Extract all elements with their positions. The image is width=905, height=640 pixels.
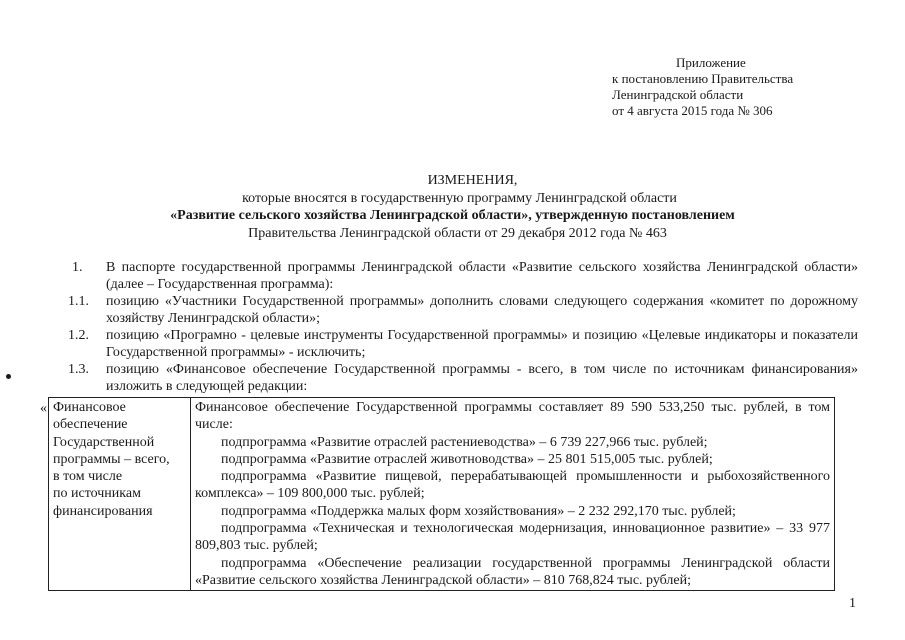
appendix-line: Ленинградской области — [612, 87, 744, 102]
label-line: в том числе — [53, 469, 123, 485]
item-text: позицию «Участники Государственной программы» дополнить словами следующего содержания «комитет по дорожному хозяйству Ленинградской области»; — [106, 294, 858, 326]
content-paragraph: подпрограмма «Техническая и технологическая модернизация, инновационное развитие» – 33 977 809,803 тыс. рублей; — [195, 521, 830, 554]
item-text: позицию «Програмно - целевые инструменты Государственной программы» и позицию «Целевые индикаторы и показатели Государственной программы» - исключить; — [106, 328, 858, 360]
label-line: программы – всего, — [53, 451, 170, 467]
title-line: Правительства Ленинградской области от 29 декабря 2012 года № 463 — [248, 225, 667, 241]
page-number: 1 — [849, 596, 856, 611]
label-line: финансирования — [53, 503, 153, 519]
title-heading: ИЗМЕНЕНИЯ, — [427, 173, 518, 188]
item-number: 1.3. — [68, 362, 89, 377]
table-content-cell — [191, 398, 835, 591]
financing-table — [48, 397, 835, 591]
label-line: обеспечение — [53, 417, 128, 433]
title-line: которые вносятся в государственную программу Ленинградской области — [242, 190, 677, 206]
appendix-block — [612, 55, 793, 119]
content-paragraph: подпрограмма «Развитие отраслей растениеводства» – 6 739 227,966 тыс. рублей; — [221, 434, 708, 450]
content-paragraph: подпрограмма «Развитие отраслей животноводства» – 25 801 515,005 тыс. рублей; — [221, 451, 713, 467]
item-text: В паспорте государственной программы Ленинградской области «Развитие сельского хозяйства Ленинградской области» (далее – Государственная программа): — [106, 260, 858, 292]
list-item — [68, 361, 858, 395]
content-paragraph: подпрограмма «Обеспечение реализации государственной программы Ленинградской области «Развитие сельского хозяйства Ленинградской области» – 810 768,824 тыс. рублей; — [195, 555, 830, 588]
content-paragraph: подпрограмма «Развитие пищевой, перерабатывающей промышленности и рыбохозяйственного комплекса» – 109 800,000 тыс. рублей; — [195, 469, 830, 502]
change-list — [68, 259, 858, 395]
content-paragraph: подпрограмма «Поддержка малых форм хозяйствования» – 2 232 292,170 тыс. рублей; — [221, 503, 736, 519]
title-line — [0, 207, 905, 225]
list-item — [68, 327, 858, 361]
table-label-cell — [49, 398, 191, 591]
list-item — [68, 259, 858, 293]
list-item — [68, 293, 858, 327]
margin-dot — [6, 374, 11, 379]
appendix-line: Приложение — [676, 55, 746, 70]
item-number: 1. — [72, 260, 83, 275]
item-text: позицию «Финансовое обеспечение Государственной программы - всего, в том числе по источникам финансирования» изложить в следующей редакции: — [106, 362, 858, 394]
label-line: по источникам — [53, 486, 141, 502]
label-line: Государственной — [53, 434, 155, 450]
item-number: 1.1. — [68, 294, 89, 309]
document-title — [0, 172, 905, 242]
item-number: 1.2. — [68, 328, 89, 343]
content-paragraph: Финансовое обеспечение Государственной программы составляет 89 590 533,250 тыс. рублей, в том числе: — [195, 400, 830, 433]
title-line-bold: «Развитие сельского хозяйства Ленинградской области», утвержденную постановлением — [170, 208, 735, 223]
table-row — [49, 398, 835, 591]
appendix-line: от 4 августа 2015 года № 306 — [612, 103, 773, 118]
appendix-line: к постановлению Правительства — [612, 71, 794, 86]
opening-quote: « — [40, 401, 47, 416]
label-line: Финансовое — [53, 400, 126, 415]
